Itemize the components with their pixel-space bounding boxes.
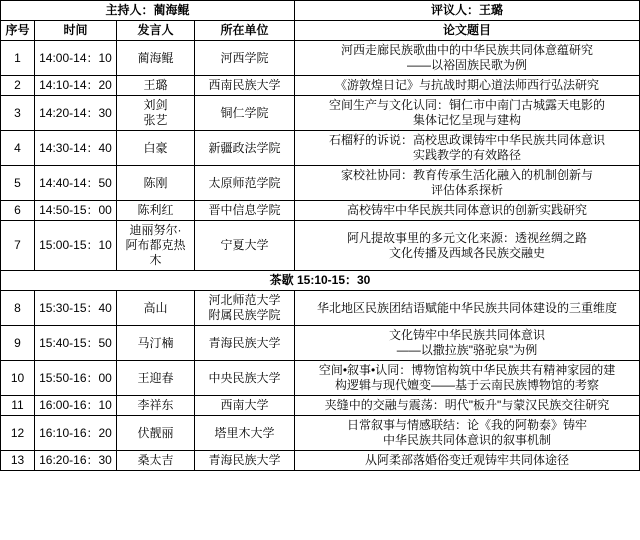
- table-row: [1, 326, 640, 361]
- row-org: 太原师范学院: [195, 166, 295, 201]
- column-header-org: 所在单位: [195, 21, 295, 41]
- column-header-speaker: 发言人: [117, 21, 195, 41]
- row-title: 空间生产与文化认同：铜仁市中南门古城露天电影的 集体记忆呈现与建构: [295, 96, 640, 131]
- row-speaker: 陈利红: [117, 201, 195, 221]
- row-time: 14:20-14：30: [35, 96, 117, 131]
- host-row: [1, 1, 640, 21]
- commentator-label: 评议人：王璐: [295, 1, 640, 21]
- row-no: 10: [1, 361, 35, 396]
- row-title: 华北地区民族团结语赋能中华民族共同体建设的三重维度: [295, 291, 640, 326]
- row-speaker: 陈刚: [117, 166, 195, 201]
- row-time: 14:40-14：50: [35, 166, 117, 201]
- column-header-no: 序号: [1, 21, 35, 41]
- row-time: 15:40-15：50: [35, 326, 117, 361]
- row-title: 高校铸牢中华民族共同体意识的创新实践研究: [295, 201, 640, 221]
- row-speaker: 白豪: [117, 131, 195, 166]
- row-no: 4: [1, 131, 35, 166]
- row-speaker: 李祥东: [117, 396, 195, 416]
- column-header-title: 论文题目: [295, 21, 640, 41]
- row-no: 5: [1, 166, 35, 201]
- row-time: 15:30-15：40: [35, 291, 117, 326]
- row-no: 9: [1, 326, 35, 361]
- row-time: 16:10-16：20: [35, 416, 117, 451]
- row-speaker: 高山: [117, 291, 195, 326]
- row-title: 空间•叙事•认同：博物馆构筑中华民族共有精神家园的建 构逻辑与现代嬗变——基于云南民族博物馆的考察: [295, 361, 640, 396]
- table-row: [1, 221, 640, 271]
- row-title: 家校社协同：教育传承生活化融入的机制创新与 评估体系探析: [295, 166, 640, 201]
- row-org: 河北师范大学 附属民族学院: [195, 291, 295, 326]
- row-speaker: 伏靓丽: [117, 416, 195, 451]
- row-no: 8: [1, 291, 35, 326]
- row-speaker: 马汀楠: [117, 326, 195, 361]
- row-time: 16:20-16：30: [35, 451, 117, 471]
- row-no: 6: [1, 201, 35, 221]
- host-label: 主持人：蔺海鲲: [1, 1, 295, 21]
- row-time: 14:50-15：00: [35, 201, 117, 221]
- tea-break-row: [1, 271, 640, 291]
- row-title: 文化铸牢中华民族共同体意识 ——以撒拉族"骆驼泉"为例: [295, 326, 640, 361]
- row-org: 铜仁学院: [195, 96, 295, 131]
- row-no: 3: [1, 96, 35, 131]
- column-header-time: 时间: [35, 21, 117, 41]
- row-title: 石榴籽的诉说：高校思政课铸牢中华民族共同体意识 实践教学的有效路径: [295, 131, 640, 166]
- table-row: [1, 416, 640, 451]
- table-row: [1, 291, 640, 326]
- row-title: 河西走廊民族歌曲中的中华民族共同体意蕴研究 ——以裕固族民歌为例: [295, 41, 640, 76]
- row-org: 青海民族大学: [195, 326, 295, 361]
- row-time: 14:00-14：10: [35, 41, 117, 76]
- table-row: [1, 76, 640, 96]
- row-speaker: 蔺海鲲: [117, 41, 195, 76]
- row-no: 12: [1, 416, 35, 451]
- row-speaker: 桑太吉: [117, 451, 195, 471]
- schedule-body: [1, 1, 640, 471]
- row-time: 15:00-15：10: [35, 221, 117, 271]
- row-time: 16:00-16：10: [35, 396, 117, 416]
- row-speaker: 王迎春: [117, 361, 195, 396]
- row-title: 夹缝中的交融与震荡：明代"板升"与蒙汉民族交往研究: [295, 396, 640, 416]
- row-org: 西南大学: [195, 396, 295, 416]
- row-no: 1: [1, 41, 35, 76]
- table-row: [1, 166, 640, 201]
- column-header-row: [1, 21, 640, 41]
- row-title: 从阿柔部落婚俗变迁观铸牢共同体途径: [295, 451, 640, 471]
- row-org: 晋中信息学院: [195, 201, 295, 221]
- row-title: 《游敦煌日记》与抗战时期心道法师西行弘法研究: [295, 76, 640, 96]
- row-no: 11: [1, 396, 35, 416]
- row-time: 14:10-14：20: [35, 76, 117, 96]
- row-org: 新疆政法学院: [195, 131, 295, 166]
- table-row: [1, 361, 640, 396]
- row-title: 阿凡提故事里的多元文化来源：透视丝绸之路 文化传播及西域各民族交融史: [295, 221, 640, 271]
- row-speaker: 迪丽努尔· 阿布都克热木: [117, 221, 195, 271]
- row-org: 青海民族大学: [195, 451, 295, 471]
- row-speaker: 刘剑 张艺: [117, 96, 195, 131]
- row-org: 塔里木大学: [195, 416, 295, 451]
- table-row: [1, 396, 640, 416]
- row-no: 2: [1, 76, 35, 96]
- row-time: 15:50-16：00: [35, 361, 117, 396]
- table-row: [1, 131, 640, 166]
- row-speaker: 王璐: [117, 76, 195, 96]
- row-title: 日常叙事与情感联结：论《我的阿勒泰》铸牢 中华民族共同体意识的叙事机制: [295, 416, 640, 451]
- table-row: [1, 41, 640, 76]
- row-no: 13: [1, 451, 35, 471]
- tea-break-label: 茶歇 15:10-15：30: [1, 271, 640, 291]
- row-no: 7: [1, 221, 35, 271]
- row-org: 西南民族大学: [195, 76, 295, 96]
- table-row: [1, 451, 640, 471]
- row-org: 宁夏大学: [195, 221, 295, 271]
- row-org: 中央民族大学: [195, 361, 295, 396]
- row-org: 河西学院: [195, 41, 295, 76]
- table-row: [1, 201, 640, 221]
- table-row: [1, 96, 640, 131]
- row-time: 14:30-14：40: [35, 131, 117, 166]
